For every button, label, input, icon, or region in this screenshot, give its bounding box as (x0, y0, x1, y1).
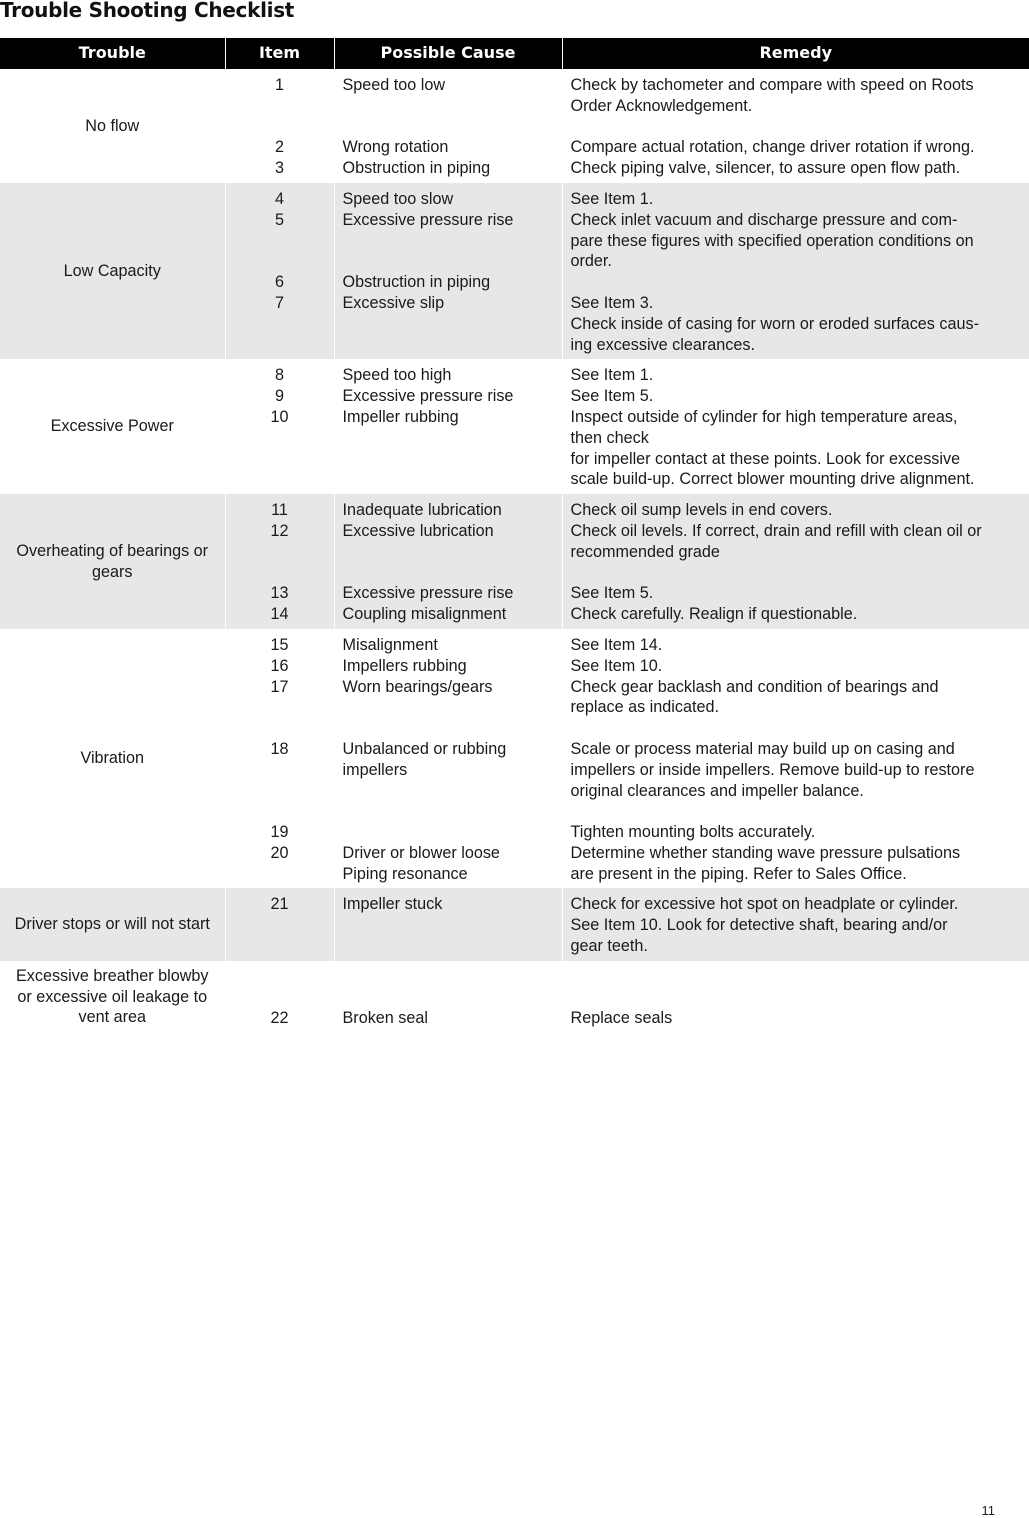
remedy-line: See Item 1. (570, 189, 654, 208)
item-number: 10 (270, 407, 289, 426)
item-number (234, 718, 326, 739)
item-number: 6 (274, 273, 284, 292)
cause-line (343, 251, 554, 272)
remedy-line: Replace seals (570, 1009, 673, 1028)
cause-line: Speed too high (342, 366, 452, 385)
cause-line: Driver or blower loose (342, 843, 500, 862)
cause-line (343, 231, 554, 252)
table-row (0, 183, 1029, 359)
cause-cell (334, 494, 562, 629)
remedy-line: order. (570, 252, 612, 271)
item-number (234, 96, 326, 117)
item-number (234, 231, 326, 252)
remedy-line: Determine whether standing wave pressure pulsations (570, 843, 961, 862)
cause-line (343, 988, 554, 1009)
cause-cell (334, 69, 562, 183)
trouble-cell: Low Capacity (0, 183, 225, 359)
cause-line (343, 117, 554, 138)
item-cell (225, 183, 334, 359)
cause-line (343, 96, 554, 117)
cause-line: Impeller stuck (342, 895, 443, 914)
cause-line (343, 718, 554, 739)
header-possible-cause: Possible Cause (334, 38, 562, 69)
cause-line: Speed too low (342, 76, 446, 94)
cause-line (343, 542, 554, 563)
item-number (234, 967, 326, 988)
remedy-line (571, 563, 1022, 584)
item-number (234, 117, 326, 138)
remedy-cell (562, 183, 1029, 359)
remedy-line (571, 117, 1022, 138)
remedy-line: Scale or process material may build up on casing and (570, 739, 955, 758)
remedy-line: See Item 5. (570, 387, 654, 406)
cause-line: Unbalanced or rubbing (342, 739, 507, 758)
cause-line (343, 801, 554, 822)
trouble-cell: Excessive breather blowby or excessive oil leakage to vent area (15, 966, 209, 1027)
cause-line: Worn bearings/gears (342, 677, 493, 696)
header-trouble: Trouble (0, 38, 225, 69)
item-number: 8 (274, 366, 284, 385)
remedy-line: See Item 3. (570, 293, 654, 312)
remedy-cell (562, 629, 1029, 889)
remedy-cell (562, 494, 1029, 629)
cause-line: Misalignment (342, 635, 438, 654)
cause-line: Excessive pressure rise (342, 210, 514, 229)
remedy-line: Check oil sump levels in end covers. (570, 501, 833, 520)
cause-line: Impeller rubbing (342, 407, 459, 426)
item-number: 15 (270, 635, 289, 654)
cause-cell (334, 359, 562, 494)
item-number (234, 542, 326, 563)
item-number: 22 (270, 1009, 289, 1028)
item-cell (225, 359, 334, 494)
header-item: Item (225, 38, 334, 69)
item-number: 17 (270, 677, 289, 696)
table-row (0, 629, 1029, 889)
item-number: 12 (270, 521, 289, 540)
item-cell (225, 69, 334, 183)
cause-line (343, 697, 554, 718)
remedy-line: Check piping valve, silencer, to assure open flow path. (570, 159, 961, 178)
remedy-cell (562, 961, 1029, 1033)
remedy-line: See Item 5. (570, 584, 654, 603)
cause-line (343, 781, 554, 802)
trouble-cell: Driver stops or will not start (0, 888, 225, 960)
item-number (234, 988, 326, 1009)
remedy-line: Check by tachometer and compare with speed on Roots (570, 76, 974, 94)
cause-line: Impellers rubbing (342, 656, 467, 675)
cause-line (343, 967, 554, 988)
item-number: 7 (274, 293, 284, 312)
cause-line: Inadequate lubrication (342, 501, 502, 520)
remedy-line: Check for excessive hot spot on headplate or cylinder. (570, 895, 959, 914)
cause-line: Excessive pressure rise (342, 387, 514, 406)
cause-line (343, 563, 554, 584)
item-number: 3 (274, 159, 284, 178)
remedy-line: See Item 1. (570, 366, 654, 385)
remedy-line (571, 967, 1022, 988)
item-number (234, 563, 326, 584)
cause-cell (334, 961, 562, 1033)
remedy-line: Check gear backlash and condition of bearings and (570, 677, 939, 696)
item-number: 5 (274, 210, 284, 229)
remedy-line: Check oil levels. If correct, drain and refill with clean oil or (570, 521, 982, 540)
cause-cell (334, 888, 562, 960)
remedy-line: replace as indicated. (570, 698, 719, 717)
item-cell (225, 494, 334, 629)
cause-line: Piping resonance (342, 864, 468, 883)
item-number: 1 (274, 76, 284, 94)
table-row (0, 961, 1029, 1033)
remedy-line: Check inlet vacuum and discharge pressure and com- (570, 210, 958, 229)
troubleshooting-table (0, 38, 1029, 1033)
trouble-cell: No flow (85, 116, 140, 135)
remedy-line: See Item 14. (570, 635, 663, 654)
cause-line: Excessive slip (342, 293, 445, 312)
remedy-line (571, 272, 1022, 293)
cause-line: Coupling misalignment (342, 605, 507, 624)
table-row (0, 888, 1029, 960)
cause-line: Excessive lubrication (342, 521, 494, 540)
remedy-line: Order Acknowledgement. (570, 96, 753, 115)
remedy-line: See Item 10. (570, 656, 663, 675)
cause-line (343, 822, 554, 843)
remedy-line: gear teeth. (570, 937, 648, 956)
cause-line: Wrong rotation (342, 138, 449, 157)
page-number: 11 (981, 1503, 995, 1518)
cause-cell (334, 629, 562, 889)
item-number: 13 (270, 584, 289, 603)
item-number (234, 781, 326, 802)
cause-line: Obstruction in piping (342, 273, 491, 292)
item-cell (225, 629, 334, 889)
remedy-line: Compare actual rotation, change driver rotation if wrong. (570, 138, 975, 157)
item-cell (225, 961, 334, 1033)
remedy-line: for impeller contact at these points. Look for excessive (570, 449, 961, 468)
table-row (0, 359, 1029, 494)
item-number: 2 (274, 138, 284, 157)
item-number: 18 (270, 739, 289, 758)
remedy-line: See Item 10. Look for detective shaft, bearing and/or (570, 916, 948, 935)
remedy-line: scale build-up. Correct blower mounting drive alignment. (570, 470, 975, 489)
table-row (0, 69, 1029, 183)
remedy-line: Inspect outside of cylinder for high temperature areas, (570, 407, 958, 426)
cause-line: Excessive pressure rise (342, 584, 514, 603)
remedy-cell (562, 69, 1029, 183)
item-number: 19 (270, 823, 289, 842)
cause-line: Broken seal (342, 1009, 428, 1028)
remedy-line: recommended grade (570, 542, 720, 561)
item-number (234, 760, 326, 781)
item-cell (225, 888, 334, 960)
remedy-line: Check carefully. Realign if questionable. (570, 605, 858, 624)
remedy-line: then check (570, 428, 649, 447)
remedy-line: original clearances and impeller balance. (570, 781, 864, 800)
table-header-row (0, 38, 1029, 69)
cause-cell (334, 183, 562, 359)
remedy-line (571, 718, 1022, 739)
table-row (0, 494, 1029, 629)
item-number: 20 (270, 843, 289, 862)
remedy-line: ing excessive clearances. (570, 335, 755, 354)
remedy-line: Check inside of casing for worn or eroded surfaces caus- (570, 314, 979, 333)
item-number: 11 (271, 501, 288, 520)
item-number: 14 (270, 605, 289, 624)
remedy-cell (562, 888, 1029, 960)
cause-line: impellers (342, 760, 408, 779)
item-number (234, 251, 326, 272)
item-number: 9 (274, 387, 284, 406)
trouble-cell: Overheating of bearings or gears (0, 494, 225, 629)
remedy-line: Tighten mounting bolts accurately. (570, 823, 816, 842)
remedy-line: pare these figures with specified operation conditions on (570, 231, 974, 250)
remedy-line: are present in the piping. Refer to Sales Office. (570, 864, 907, 883)
remedy-line (571, 988, 1022, 1009)
item-number (234, 697, 326, 718)
item-number: 4 (274, 189, 284, 208)
header-remedy: Remedy (562, 38, 1029, 69)
item-number: 21 (270, 895, 289, 914)
remedy-line (571, 801, 1022, 822)
item-number (234, 801, 326, 822)
remedy-cell (562, 359, 1029, 494)
cause-line: Speed too slow (342, 189, 454, 208)
trouble-cell: Excessive Power (50, 417, 174, 436)
remedy-line: impellers or inside impellers. Remove build-up to restore (570, 760, 975, 779)
cause-line: Obstruction in piping (342, 159, 491, 178)
page-title: Trouble Shooting Checklist (0, 0, 295, 22)
trouble-cell: Vibration (80, 749, 145, 768)
item-number: 16 (270, 656, 289, 675)
